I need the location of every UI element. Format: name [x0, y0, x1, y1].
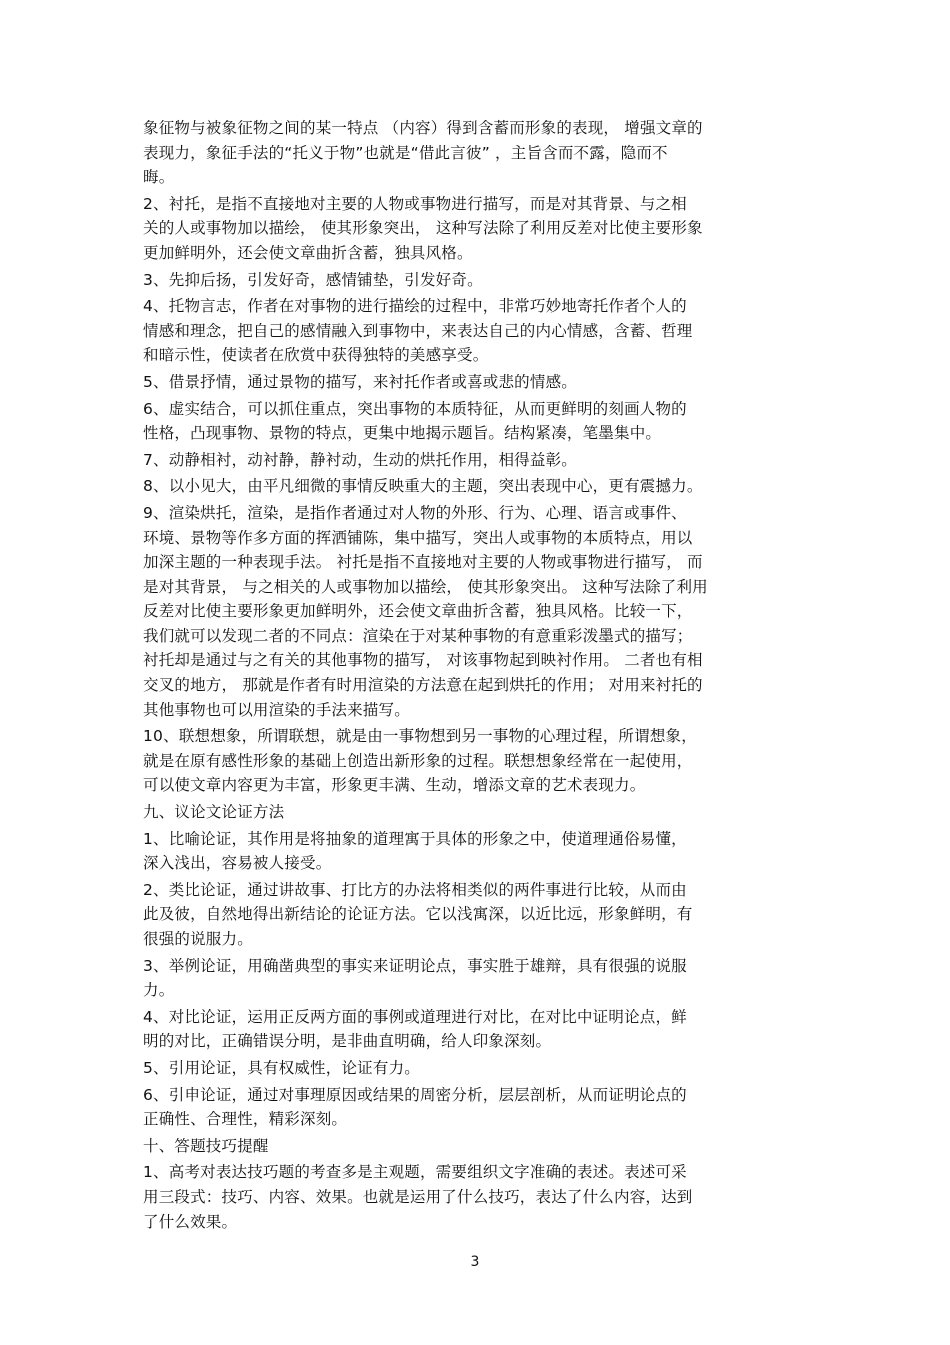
text-line: 衬托却是通过与之有关的其他事物的描写， 对该事物起到映衬作用。 二者也有相 [143, 651, 703, 670]
text-line: 明的对比，正确错误分明，是非曲直明确，给人印象深刻。 [143, 1032, 552, 1051]
paragraph [143, 294, 818, 368]
text-line: 晦。 [143, 168, 175, 187]
text-line: 7、动静相衬，动衬静，静衬动，生动的烘托作用，相得益彰。 [143, 450, 577, 469]
text-line: 5、引用论证，具有权威性，论证有力。 [143, 1058, 420, 1077]
text-line: 就是在原有感性形象的基础上创造出新形象的过程。联想想象经常在一起使用， [143, 751, 693, 770]
text-line: 4、对比论证，运用正反两方面的事例或道理进行对比，在对比中证明论点，鲜 [143, 1007, 687, 1026]
text-line: 更加鲜明外，还会使文章曲折含蓄，独具风格。 [143, 243, 473, 262]
paragraph [143, 1160, 818, 1234]
text-line: 深入浅出，容易被人接受。 [143, 854, 332, 873]
text-line: 环境、景物等作多方面的挥洒铺陈，集中描写，突出人或事物的本质特点，用以 [143, 528, 693, 547]
text-line: 9、渲染烘托，渲染，是指作者通过对人物的外形、行为、心理、语言或事件、 [143, 503, 687, 522]
text-line: 我们就可以发现二者的不同点：渲染在于对某种事物的有意重彩泼墨式的描写； [143, 626, 693, 645]
paragraph [143, 448, 818, 473]
text-line: 3、举例论证，用确凿典型的事实来证明论点，事实胜于雄辩，具有很强的说服 [143, 956, 687, 975]
text-line: 4、托物言志，作者在对事物的进行描绘的过程中，非常巧妙地寄托作者个人的 [143, 297, 687, 316]
text-line: 了什么效果。 [143, 1212, 238, 1231]
text-line: 情感和理念，把自己的感情融入到事物中，来表达自己的内心情感，含蓄、哲理 [143, 321, 693, 340]
text-line: 性格，凸现事物、景物的特点，更集中地揭示题旨。结构紧凑，笔墨集中。 [143, 424, 662, 443]
paragraph [143, 1083, 818, 1132]
text-line: 力。 [143, 981, 175, 1000]
paragraph [143, 397, 818, 446]
paragraph [143, 724, 818, 798]
paragraph [143, 474, 818, 499]
paragraph [143, 1005, 818, 1054]
text-line: 其他事物也可以用渲染的手法来描写。 [143, 700, 410, 719]
text-line: 1、比喻论证，其作用是将抽象的道理寓于具体的形象之中，使道理通俗易懂， [143, 829, 687, 848]
paragraph [143, 370, 818, 395]
text-line: 加深主题的一种表现手法。 衬托是指不直接地对主要的人物或事物进行描写， 而 [143, 553, 703, 572]
text-line: 6、引申论证，通过对事理原因或结果的周密分析，层层剖析，从而证明论点的 [143, 1085, 687, 1104]
paragraph [143, 1134, 818, 1159]
paragraph [143, 192, 818, 266]
text-line: 2、类比论证，通过讲故事、打比方的办法将相类似的两件事进行比较，从而由 [143, 880, 687, 899]
text-line: 是对其背景， 与之相关的人或事物加以描绘， 使其形象突出。 这种写法除了利用 [143, 577, 708, 596]
paragraph [143, 268, 818, 293]
paragraph [143, 878, 818, 952]
text-line: 反差对比使主要形象更加鲜明外，还会使文章曲折含蓄，独具风格。比较一下， [143, 602, 693, 621]
text-line: 10、联想想象，所谓联想，就是由一事物想到另一事物的心理过程，所谓想象， [143, 727, 697, 746]
text-line: 九、议论文论证方法 [143, 803, 285, 822]
text-line: 6、虚实结合，可以抓住重点，突出事物的本质特征，从而更鲜明的刻画人物的 [143, 399, 687, 418]
text-line: 此及彼，自然地得出新结论的论证方法。它以浅寓深，以近比远，形象鲜明，有 [143, 905, 693, 924]
paragraph [143, 827, 818, 876]
text-line: 3、先抑后扬，引发好奇，感情铺垫，引发好奇。 [143, 270, 483, 289]
text-line: 8、以小见大，由平凡细微的事情反映重大的主题，突出表现中心，更有震撼力。 [143, 477, 703, 496]
text-line: 1、高考对表达技巧题的考查多是主观题，需要组织文字准确的表述。表述可采 [143, 1163, 687, 1182]
page-number: 3 [470, 1254, 480, 1270]
paragraph [143, 116, 818, 190]
text-line: 表现力，象征手法的“托义于物”也就是“借此言彼” ，主旨含而不露，隐而不 [143, 143, 668, 162]
text-line: 和暗示性，使读者在欣赏中获得独特的美感享受。 [143, 346, 489, 365]
paragraph [143, 800, 818, 825]
document-body [143, 116, 818, 1236]
text-line: 关的人或事物加以描绘， 使其形象突出， 这种写法除了利用反差对比使主要形象 [143, 219, 703, 238]
paragraph [143, 954, 818, 1003]
text-line: 交叉的地方， 那就是作者有时用渲染的方法意在起到烘托的作用； 对用来衬托的 [143, 676, 703, 695]
paragraph [143, 501, 818, 722]
text-line: 2、衬托，是指不直接地对主要的人物或事物进行描写，而是对其背景、与之相 [143, 194, 687, 213]
text-line: 十、答题技巧提醒 [143, 1136, 269, 1155]
text-line: 象征物与被象征物之间的某一特点 （内容）得到含蓄而形象的表现， 增强文章的 [143, 119, 703, 137]
text-line: 5、借景抒情，通过景物的描写，来衬托作者或喜或悲的情感。 [143, 372, 577, 391]
text-line: 正确性、合理性，精彩深刻。 [143, 1110, 348, 1129]
text-line: 用三段式：技巧、内容、效果。也就是运用了什么技巧，表达了什么内容，达到 [143, 1187, 693, 1206]
text-line: 可以使文章内容更为丰富，形象更丰满、生动，增添文章的艺术表现力。 [143, 776, 646, 795]
text-line: 很强的说服力。 [143, 930, 253, 948]
paragraph [143, 1056, 818, 1081]
